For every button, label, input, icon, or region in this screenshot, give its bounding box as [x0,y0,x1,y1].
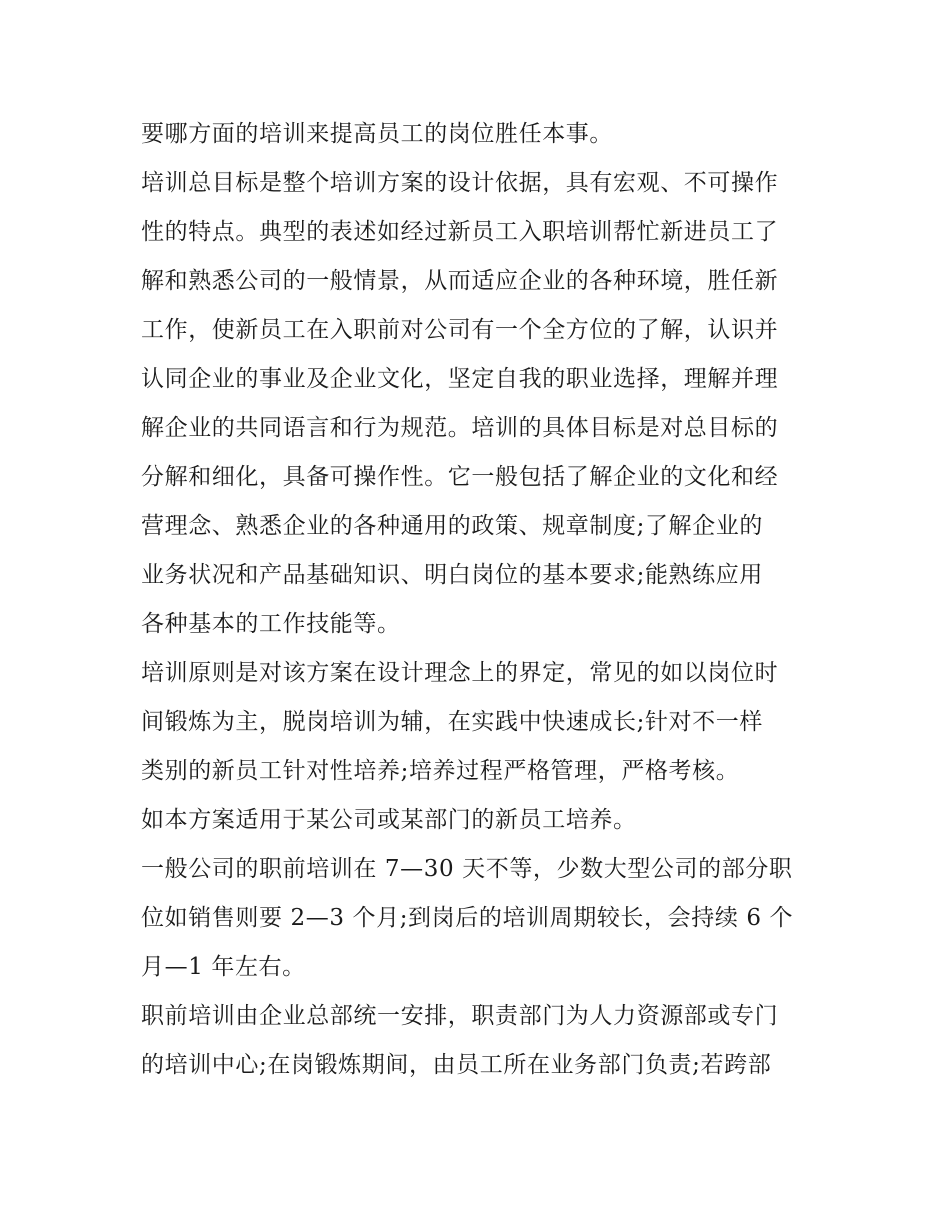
text-line: 业务状况和产品基础知识、明白岗位的基本要求;能熟练应用 [141,562,763,588]
text-line: 培训总目标是整个培训方案的设计依据，具有宏观、不可操作 [141,170,779,196]
paragraph-6 [141,992,821,1090]
text-line: 解和熟悉公司的一般情景，从而适应企业的各种环境，胜任新 [141,268,779,294]
text-line: 的培训中心;在岗锻炼期间，由员工所在业务部门负责;若跨部 [141,1052,772,1078]
text-line: 职前培训由企业总部统一安排，职责部门为人力资源部或专门 [141,1003,779,1029]
text-line: 性的特点。典型的表述如经过新员工入职培训帮忙新进员工了 [141,219,779,245]
text-line: 解企业的共同语言和行为规范。培训的具体目标是对总目标的 [141,415,779,441]
text-line: 培训原则是对该方案在设计理念上的界定，常见的如以岗位时 [141,660,779,686]
text-line: 工作，使新员工在入职前对公司有一个全方位的了解，认识并 [141,317,779,343]
text-line: 月—1 年左右。 [141,954,306,980]
paragraph-1 [141,110,821,159]
text-line: 位如销售则要 2—3 个月;到岗后的培训周期较长，会持续 6 个 [141,905,794,931]
paragraph-5 [141,845,821,992]
text-line: 一般公司的职前培训在 7—30 天不等，少数大型公司的部分职 [141,856,793,882]
paragraph-4 [141,796,821,845]
text-line: 类别的新员工针对性培养;培养过程严格管理，严格考核。 [141,758,740,784]
text-line: 分解和细化，具备可操作性。它一般包括了解企业的文化和经 [141,464,779,490]
text-line: 要哪方面的培训来提高员工的岗位胜任本事。 [141,121,613,147]
text-line: 各种基本的工作技能等。 [141,611,401,637]
text-line: 认同企业的事业及企业文化，坚定自我的职业选择，理解并理 [141,366,779,392]
paragraph-2 [141,159,821,649]
paragraph-3 [141,649,821,796]
text-line: 如本方案适用于某公司或某部门的新员工培养。 [141,807,637,833]
document-body [141,110,821,1090]
text-line: 营理念、熟悉企业的各种通用的政策、规章制度;了解企业的 [141,513,763,539]
text-line: 间锻炼为主，脱岗培训为辅，在实践中快速成长;针对不一样 [141,709,763,735]
